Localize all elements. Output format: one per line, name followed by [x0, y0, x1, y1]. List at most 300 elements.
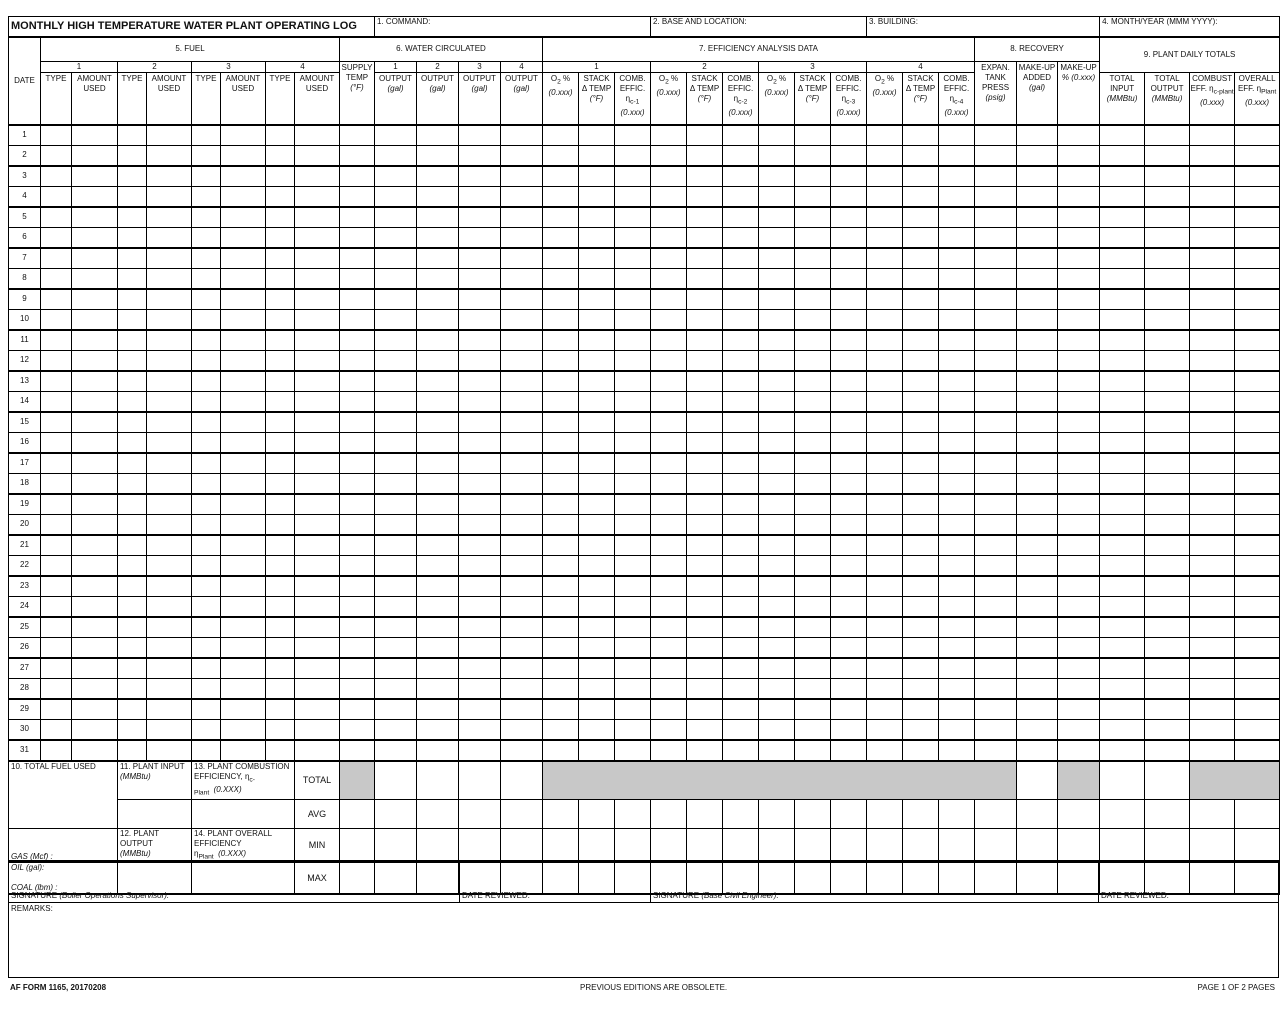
log-cell[interactable] — [723, 699, 759, 720]
log-cell[interactable] — [221, 596, 266, 617]
log-cell[interactable] — [72, 658, 118, 679]
log-cell[interactable] — [867, 166, 903, 187]
log-cell[interactable] — [543, 658, 579, 679]
log-cell[interactable] — [1190, 248, 1235, 269]
log-cell[interactable] — [221, 186, 266, 207]
log-cell[interactable] — [975, 637, 1017, 658]
log-cell[interactable] — [615, 719, 651, 740]
summary-cell[interactable] — [1190, 799, 1235, 828]
log-cell[interactable] — [651, 309, 687, 330]
log-cell[interactable] — [501, 453, 543, 474]
log-cell[interactable] — [759, 576, 795, 597]
log-cell[interactable] — [1235, 576, 1280, 597]
log-cell[interactable] — [1190, 125, 1235, 146]
summary-cell[interactable] — [615, 799, 651, 828]
summary-cell[interactable] — [1235, 828, 1280, 863]
log-cell[interactable] — [417, 555, 459, 576]
log-cell[interactable] — [1190, 309, 1235, 330]
log-cell[interactable] — [118, 719, 147, 740]
log-cell[interactable] — [295, 719, 340, 740]
log-cell[interactable] — [147, 166, 192, 187]
log-cell[interactable] — [1017, 391, 1058, 412]
log-cell[interactable] — [975, 248, 1017, 269]
log-cell[interactable] — [221, 371, 266, 392]
log-cell[interactable] — [867, 576, 903, 597]
log-cell[interactable] — [118, 289, 147, 310]
log-cell[interactable] — [72, 371, 118, 392]
log-cell[interactable] — [1235, 555, 1280, 576]
log-cell[interactable] — [1058, 432, 1100, 453]
log-cell[interactable] — [340, 207, 375, 228]
log-cell[interactable] — [687, 289, 723, 310]
log-cell[interactable] — [795, 268, 831, 289]
log-cell[interactable] — [1235, 268, 1280, 289]
log-cell[interactable] — [759, 617, 795, 638]
log-cell[interactable] — [795, 412, 831, 433]
log-cell[interactable] — [723, 248, 759, 269]
log-cell[interactable] — [579, 248, 615, 269]
log-cell[interactable] — [831, 740, 867, 761]
log-cell[interactable] — [831, 125, 867, 146]
log-cell[interactable] — [759, 289, 795, 310]
summary-cell[interactable] — [417, 828, 459, 863]
log-cell[interactable] — [118, 350, 147, 371]
log-cell[interactable] — [975, 125, 1017, 146]
log-cell[interactable] — [1017, 596, 1058, 617]
log-cell[interactable] — [759, 207, 795, 228]
log-cell[interactable] — [687, 473, 723, 494]
log-cell[interactable] — [72, 391, 118, 412]
log-cell[interactable] — [1235, 453, 1280, 474]
log-cell[interactable] — [723, 391, 759, 412]
log-cell[interactable] — [687, 740, 723, 761]
log-cell[interactable] — [903, 145, 939, 166]
log-cell[interactable] — [867, 125, 903, 146]
log-cell[interactable] — [1190, 617, 1235, 638]
log-cell[interactable] — [1190, 596, 1235, 617]
log-cell[interactable] — [939, 432, 975, 453]
log-cell[interactable] — [1017, 555, 1058, 576]
log-cell[interactable] — [72, 514, 118, 535]
log-cell[interactable] — [903, 555, 939, 576]
log-cell[interactable] — [1017, 535, 1058, 556]
log-cell[interactable] — [266, 371, 295, 392]
log-cell[interactable] — [192, 391, 221, 412]
log-cell[interactable] — [975, 719, 1017, 740]
log-cell[interactable] — [1145, 514, 1190, 535]
log-cell[interactable] — [543, 494, 579, 515]
log-cell[interactable] — [651, 658, 687, 679]
log-cell[interactable] — [1145, 186, 1190, 207]
log-cell[interactable] — [1235, 473, 1280, 494]
log-cell[interactable] — [543, 207, 579, 228]
log-cell[interactable] — [651, 412, 687, 433]
log-cell[interactable] — [615, 309, 651, 330]
log-cell[interactable] — [1145, 699, 1190, 720]
log-cell[interactable] — [615, 494, 651, 515]
log-cell[interactable] — [795, 719, 831, 740]
log-cell[interactable] — [501, 555, 543, 576]
log-cell[interactable] — [867, 699, 903, 720]
log-cell[interactable] — [795, 248, 831, 269]
log-cell[interactable] — [543, 145, 579, 166]
log-cell[interactable] — [579, 637, 615, 658]
log-cell[interactable] — [615, 514, 651, 535]
log-cell[interactable] — [1145, 371, 1190, 392]
log-cell[interactable] — [615, 678, 651, 699]
log-cell[interactable] — [903, 227, 939, 248]
log-cell[interactable] — [1058, 268, 1100, 289]
summary-cell[interactable] — [903, 828, 939, 863]
log-cell[interactable] — [221, 412, 266, 433]
log-cell[interactable] — [192, 719, 221, 740]
log-cell[interactable] — [266, 473, 295, 494]
log-cell[interactable] — [1235, 412, 1280, 433]
log-cell[interactable] — [795, 596, 831, 617]
log-cell[interactable] — [831, 699, 867, 720]
summary-cell[interactable] — [459, 799, 501, 828]
log-cell[interactable] — [41, 248, 72, 269]
log-cell[interactable] — [295, 432, 340, 453]
supervisor-signature-field[interactable]: SIGNATURE (Boiler Operations Supervisor): — [9, 862, 460, 902]
log-cell[interactable] — [795, 186, 831, 207]
log-cell[interactable] — [579, 268, 615, 289]
log-cell[interactable] — [118, 617, 147, 638]
log-cell[interactable] — [417, 227, 459, 248]
log-cell[interactable] — [501, 596, 543, 617]
summary-cell[interactable] — [375, 828, 417, 863]
summary-cell[interactable] — [1235, 799, 1280, 828]
log-cell[interactable] — [221, 330, 266, 351]
log-cell[interactable] — [459, 596, 501, 617]
log-cell[interactable] — [118, 535, 147, 556]
log-cell[interactable] — [340, 576, 375, 597]
log-cell[interactable] — [1235, 350, 1280, 371]
log-cell[interactable] — [939, 330, 975, 351]
log-cell[interactable] — [543, 514, 579, 535]
log-cell[interactable] — [147, 207, 192, 228]
log-cell[interactable] — [1235, 596, 1280, 617]
log-cell[interactable] — [723, 207, 759, 228]
log-cell[interactable] — [759, 145, 795, 166]
log-cell[interactable] — [687, 207, 723, 228]
log-cell[interactable] — [340, 412, 375, 433]
log-cell[interactable] — [72, 617, 118, 638]
log-cell[interactable] — [1058, 576, 1100, 597]
log-cell[interactable] — [831, 658, 867, 679]
log-cell[interactable] — [651, 555, 687, 576]
log-cell[interactable] — [615, 432, 651, 453]
log-cell[interactable] — [221, 145, 266, 166]
log-cell[interactable] — [867, 719, 903, 740]
log-cell[interactable] — [795, 740, 831, 761]
log-cell[interactable] — [939, 740, 975, 761]
log-cell[interactable] — [295, 535, 340, 556]
log-cell[interactable] — [501, 412, 543, 433]
summary-cell[interactable] — [939, 828, 975, 863]
log-cell[interactable] — [831, 309, 867, 330]
log-cell[interactable] — [1190, 555, 1235, 576]
log-cell[interactable] — [340, 432, 375, 453]
log-cell[interactable] — [501, 699, 543, 720]
log-cell[interactable] — [375, 412, 417, 433]
log-cell[interactable] — [759, 268, 795, 289]
log-cell[interactable] — [975, 371, 1017, 392]
log-cell[interactable] — [192, 145, 221, 166]
log-cell[interactable] — [266, 617, 295, 638]
log-cell[interactable] — [459, 166, 501, 187]
log-cell[interactable] — [687, 248, 723, 269]
log-cell[interactable] — [795, 145, 831, 166]
summary-cell[interactable] — [903, 799, 939, 828]
log-cell[interactable] — [975, 166, 1017, 187]
log-cell[interactable] — [867, 227, 903, 248]
log-cell[interactable] — [417, 637, 459, 658]
log-cell[interactable] — [1190, 330, 1235, 351]
log-cell[interactable] — [651, 740, 687, 761]
log-cell[interactable] — [459, 494, 501, 515]
log-cell[interactable] — [903, 371, 939, 392]
plant-input-value[interactable] — [118, 799, 192, 828]
log-cell[interactable] — [147, 576, 192, 597]
log-cell[interactable] — [831, 719, 867, 740]
log-cell[interactable] — [221, 289, 266, 310]
log-cell[interactable] — [340, 227, 375, 248]
log-cell[interactable] — [72, 166, 118, 187]
log-cell[interactable] — [579, 678, 615, 699]
log-cell[interactable] — [72, 453, 118, 474]
log-cell[interactable] — [501, 145, 543, 166]
summary-cell[interactable] — [975, 828, 1017, 863]
log-cell[interactable] — [975, 309, 1017, 330]
log-cell[interactable] — [903, 330, 939, 351]
log-cell[interactable] — [266, 186, 295, 207]
log-cell[interactable] — [417, 391, 459, 412]
log-cell[interactable] — [147, 145, 192, 166]
log-cell[interactable] — [118, 371, 147, 392]
log-cell[interactable] — [295, 453, 340, 474]
log-cell[interactable] — [340, 740, 375, 761]
log-cell[interactable] — [41, 268, 72, 289]
log-cell[interactable] — [375, 432, 417, 453]
log-cell[interactable] — [501, 309, 543, 330]
log-cell[interactable] — [266, 596, 295, 617]
log-cell[interactable] — [795, 432, 831, 453]
log-cell[interactable] — [72, 268, 118, 289]
summary-cell[interactable] — [831, 799, 867, 828]
log-cell[interactable] — [192, 453, 221, 474]
log-cell[interactable] — [903, 309, 939, 330]
log-cell[interactable] — [1100, 740, 1145, 761]
log-cell[interactable] — [651, 145, 687, 166]
log-cell[interactable] — [1190, 658, 1235, 679]
log-cell[interactable] — [1190, 637, 1235, 658]
log-cell[interactable] — [975, 268, 1017, 289]
summary-cell[interactable] — [1100, 799, 1145, 828]
log-cell[interactable] — [417, 740, 459, 761]
log-cell[interactable] — [579, 207, 615, 228]
log-cell[interactable] — [72, 145, 118, 166]
log-cell[interactable] — [903, 125, 939, 146]
log-cell[interactable] — [867, 248, 903, 269]
log-cell[interactable] — [579, 289, 615, 310]
log-cell[interactable] — [192, 412, 221, 433]
log-cell[interactable] — [903, 658, 939, 679]
log-cell[interactable] — [417, 145, 459, 166]
log-cell[interactable] — [41, 617, 72, 638]
log-cell[interactable] — [795, 125, 831, 146]
log-cell[interactable] — [687, 637, 723, 658]
log-cell[interactable] — [975, 740, 1017, 761]
log-cell[interactable] — [459, 740, 501, 761]
log-cell[interactable] — [221, 535, 266, 556]
log-cell[interactable] — [831, 453, 867, 474]
summary-cell[interactable] — [543, 828, 579, 863]
log-cell[interactable] — [1235, 289, 1280, 310]
log-cell[interactable] — [266, 719, 295, 740]
log-cell[interactable] — [417, 432, 459, 453]
log-cell[interactable] — [192, 555, 221, 576]
log-cell[interactable] — [501, 371, 543, 392]
log-cell[interactable] — [831, 391, 867, 412]
log-cell[interactable] — [41, 125, 72, 146]
log-cell[interactable] — [903, 473, 939, 494]
log-cell[interactable] — [759, 412, 795, 433]
log-cell[interactable] — [831, 596, 867, 617]
remarks-field[interactable] — [9, 914, 1278, 977]
log-cell[interactable] — [192, 330, 221, 351]
summary-cell[interactable] — [459, 761, 501, 800]
log-cell[interactable] — [687, 391, 723, 412]
log-cell[interactable] — [147, 309, 192, 330]
log-cell[interactable] — [939, 125, 975, 146]
log-cell[interactable] — [939, 412, 975, 433]
log-cell[interactable] — [651, 699, 687, 720]
log-cell[interactable] — [295, 166, 340, 187]
log-cell[interactable] — [831, 330, 867, 351]
log-cell[interactable] — [1190, 678, 1235, 699]
log-cell[interactable] — [375, 494, 417, 515]
log-cell[interactable] — [266, 453, 295, 474]
log-cell[interactable] — [831, 145, 867, 166]
log-cell[interactable] — [1100, 699, 1145, 720]
log-cell[interactable] — [759, 596, 795, 617]
log-cell[interactable] — [221, 555, 266, 576]
log-cell[interactable] — [1100, 289, 1145, 310]
log-cell[interactable] — [375, 145, 417, 166]
log-cell[interactable] — [759, 432, 795, 453]
log-cell[interactable] — [831, 514, 867, 535]
log-cell[interactable] — [266, 576, 295, 597]
log-cell[interactable] — [975, 227, 1017, 248]
log-cell[interactable] — [147, 412, 192, 433]
log-cell[interactable] — [723, 125, 759, 146]
log-cell[interactable] — [1235, 658, 1280, 679]
log-cell[interactable] — [1017, 637, 1058, 658]
log-cell[interactable] — [687, 166, 723, 187]
log-cell[interactable] — [1235, 309, 1280, 330]
log-cell[interactable] — [266, 125, 295, 146]
log-cell[interactable] — [1235, 494, 1280, 515]
log-cell[interactable] — [759, 309, 795, 330]
log-cell[interactable] — [266, 678, 295, 699]
log-cell[interactable] — [723, 309, 759, 330]
log-cell[interactable] — [651, 453, 687, 474]
log-cell[interactable] — [759, 740, 795, 761]
log-cell[interactable] — [651, 268, 687, 289]
log-cell[interactable] — [501, 637, 543, 658]
log-cell[interactable] — [118, 227, 147, 248]
log-cell[interactable] — [939, 289, 975, 310]
summary-cell[interactable] — [1017, 828, 1058, 863]
log-cell[interactable] — [543, 391, 579, 412]
log-cell[interactable] — [266, 227, 295, 248]
log-cell[interactable] — [295, 248, 340, 269]
log-cell[interactable] — [417, 494, 459, 515]
log-cell[interactable] — [759, 371, 795, 392]
log-cell[interactable] — [543, 248, 579, 269]
log-cell[interactable] — [651, 637, 687, 658]
log-cell[interactable] — [939, 371, 975, 392]
log-cell[interactable] — [147, 391, 192, 412]
log-cell[interactable] — [266, 166, 295, 187]
log-cell[interactable] — [651, 227, 687, 248]
log-cell[interactable] — [687, 514, 723, 535]
log-cell[interactable] — [939, 473, 975, 494]
log-cell[interactable] — [147, 248, 192, 269]
log-cell[interactable] — [41, 309, 72, 330]
log-cell[interactable] — [266, 145, 295, 166]
log-cell[interactable] — [615, 268, 651, 289]
log-cell[interactable] — [615, 658, 651, 679]
log-cell[interactable] — [975, 494, 1017, 515]
log-cell[interactable] — [1058, 555, 1100, 576]
log-cell[interactable] — [1145, 453, 1190, 474]
log-cell[interactable] — [118, 555, 147, 576]
log-cell[interactable] — [266, 494, 295, 515]
log-cell[interactable] — [340, 350, 375, 371]
log-cell[interactable] — [221, 740, 266, 761]
log-cell[interactable] — [340, 658, 375, 679]
log-cell[interactable] — [295, 555, 340, 576]
log-cell[interactable] — [459, 309, 501, 330]
log-cell[interactable] — [579, 145, 615, 166]
log-cell[interactable] — [417, 473, 459, 494]
log-cell[interactable] — [41, 535, 72, 556]
log-cell[interactable] — [459, 145, 501, 166]
log-cell[interactable] — [723, 494, 759, 515]
log-cell[interactable] — [651, 576, 687, 597]
log-cell[interactable] — [221, 453, 266, 474]
summary-cell[interactable] — [723, 828, 759, 863]
log-cell[interactable] — [759, 658, 795, 679]
log-cell[interactable] — [1100, 473, 1145, 494]
log-cell[interactable] — [1017, 678, 1058, 699]
log-cell[interactable] — [501, 350, 543, 371]
log-cell[interactable] — [939, 535, 975, 556]
log-cell[interactable] — [687, 412, 723, 433]
log-cell[interactable] — [975, 350, 1017, 371]
log-cell[interactable] — [192, 186, 221, 207]
log-cell[interactable] — [72, 473, 118, 494]
log-cell[interactable] — [1017, 186, 1058, 207]
log-cell[interactable] — [687, 371, 723, 392]
log-cell[interactable] — [975, 330, 1017, 351]
log-cell[interactable] — [147, 227, 192, 248]
log-cell[interactable] — [1235, 514, 1280, 535]
log-cell[interactable] — [579, 596, 615, 617]
log-cell[interactable] — [795, 371, 831, 392]
